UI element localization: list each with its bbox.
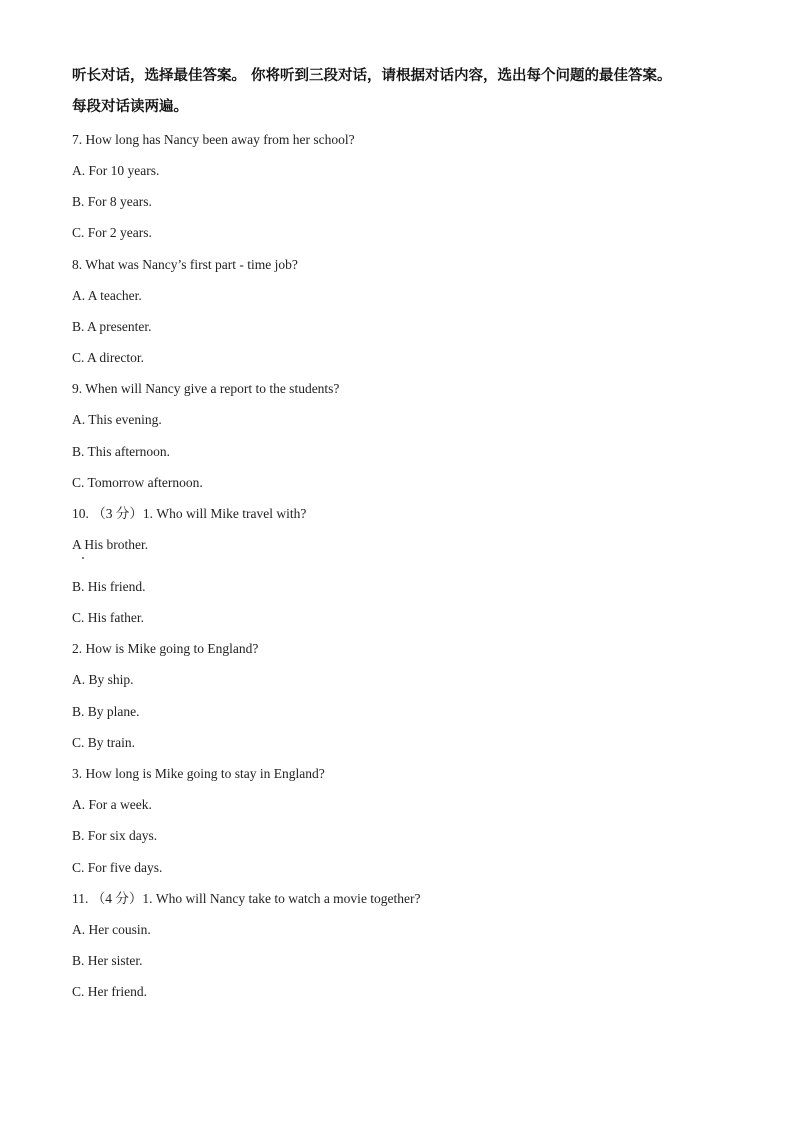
question-11-1: 11. （4 分）1. Who will Nancy take to watch a movie together?	[72, 891, 421, 906]
question-10-3: 3. How long is Mike going to stay in England?	[72, 766, 325, 781]
question-7: 7. How long has Nancy been away from her school?	[72, 132, 355, 147]
option-11-1a: A. Her cousin.	[72, 922, 151, 937]
stray-dot-mark	[82, 557, 84, 559]
option-10-2c: C. By train.	[72, 735, 135, 750]
option-10-2a: A. By ship.	[72, 672, 134, 687]
option-11-1b: B. Her sister.	[72, 953, 143, 968]
option-10-3a: A. For a week.	[72, 797, 152, 812]
question-10-1: 10. （3 分）1. Who will Mike travel with?	[72, 506, 307, 521]
option-7a: A. For 10 years.	[72, 163, 160, 178]
option-7c: C. For 2 years.	[72, 225, 152, 240]
option-10-3c: C. For five days.	[72, 860, 163, 875]
option-8a: A. A teacher.	[72, 288, 142, 303]
option-10-1c: C. His father.	[72, 610, 144, 625]
option-7b: B. For 8 years.	[72, 194, 152, 209]
option-9c: C. Tomorrow afternoon.	[72, 475, 203, 490]
option-8c: C. A director.	[72, 350, 144, 365]
instruction-line-2: 每段对话读两遍。	[72, 99, 188, 115]
question-9: 9. When will Nancy give a report to the students?	[72, 381, 340, 396]
option-9b: B. This afternoon.	[72, 444, 170, 459]
option-8b: B. A presenter.	[72, 319, 152, 334]
option-9a: A. This evening.	[72, 412, 162, 427]
question-10-2: 2. How is Mike going to England?	[72, 641, 259, 656]
option-10-3b: B. For six days.	[72, 828, 158, 843]
option-11-1c: C. Her friend.	[72, 984, 147, 999]
option-10-2b: B. By plane.	[72, 704, 140, 719]
question-8: 8. What was Nancy’s first part - time job?	[72, 257, 298, 272]
option-10-1a: A His brother.	[72, 537, 149, 552]
instruction-line-1: 听长对话，选择最佳答案。 你将听到三段对话，请根据对话内容，选出每个问题的最佳答案。	[72, 68, 672, 84]
option-10-1b: B. His friend.	[72, 579, 146, 594]
